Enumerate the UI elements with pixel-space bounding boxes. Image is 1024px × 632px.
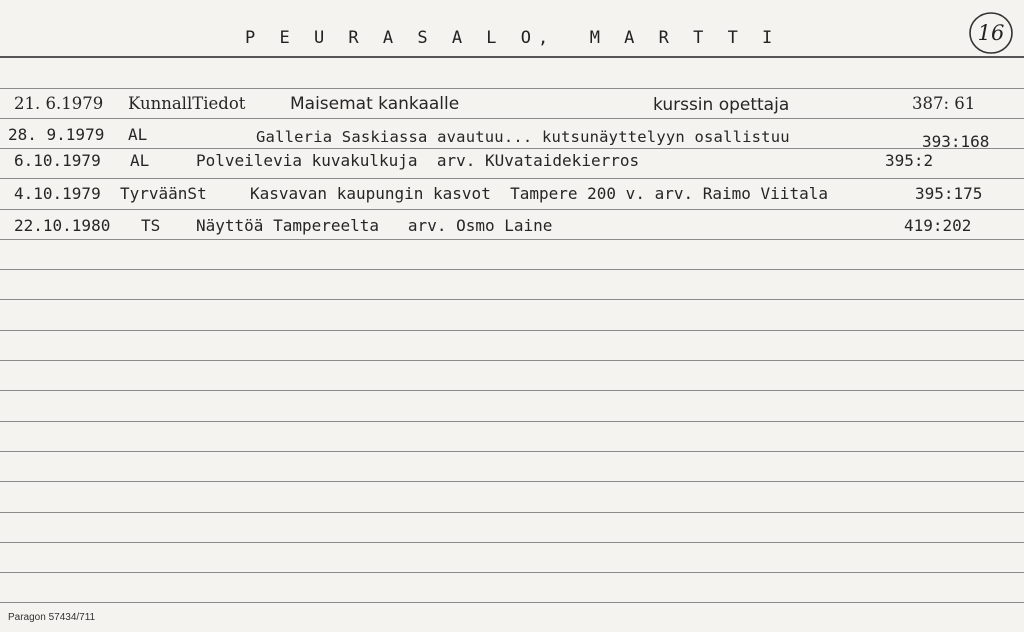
entry-date: 21. 6.1979 — [14, 94, 104, 113]
entry-ref: 395:175 — [915, 184, 983, 203]
entry-date: 6.10.1979 — [14, 151, 101, 170]
ruled-line — [0, 88, 1024, 89]
card-number-text: 16 — [977, 21, 1005, 45]
entry-date: 22.10.1980 — [14, 216, 111, 235]
ruled-line — [0, 481, 1024, 482]
ruled-line — [0, 118, 1024, 119]
entry-ref: 387: 61 — [912, 94, 976, 113]
ruled-line — [0, 572, 1024, 573]
entry-title: Galleria Saskiassa avautuu... kutsunäyttelyyn osallistuu — [256, 128, 790, 146]
card-number-circled — [968, 10, 1014, 56]
ruled-line — [0, 390, 1024, 391]
ruled-line — [0, 299, 1024, 300]
ruled-line — [0, 512, 1024, 513]
entry-title: Maisemat kankaalle — [290, 94, 460, 114]
ruled-line — [0, 148, 1024, 149]
entry-source: AL — [130, 151, 150, 170]
entry-source: AL — [128, 125, 148, 144]
entry-source: KunnallTiedot — [128, 94, 246, 113]
ruled-line — [0, 209, 1024, 210]
entry-title: Kasvavan kaupungin kasvot Tampere 200 v. arv. Raimo Viitala — [250, 184, 828, 203]
entry-ref: 395:2 — [885, 151, 934, 170]
entry-source: TyrväänSt — [120, 184, 207, 203]
entry-title: Polveilevia kuvakulkuja arv. KUvataidekierros — [196, 151, 640, 170]
entry-ref: 393:168 — [922, 132, 990, 151]
ruled-line — [0, 330, 1024, 331]
entry-ref: 419:202 — [904, 216, 972, 235]
ruled-line — [0, 451, 1024, 452]
header-rule — [0, 56, 1024, 58]
entry-date: 4.10.1979 — [14, 184, 101, 203]
ruled-line — [0, 421, 1024, 422]
card-person-name: P E U R A S A L O, M A R T T I — [245, 28, 780, 48]
ruled-line — [0, 602, 1024, 603]
entry-title: Näyttöä Tampereelta arv. Osmo Laine — [196, 216, 553, 235]
entry-date: 28. 9.1979 — [8, 125, 105, 144]
card-footer-print: Paragon 57434/711 — [8, 612, 96, 623]
entry-source: TS — [141, 216, 161, 235]
ruled-line — [0, 542, 1024, 543]
entry-note: kurssin opettaja — [653, 95, 790, 115]
ruled-line — [0, 178, 1024, 179]
ruled-line — [0, 360, 1024, 361]
ruled-line — [0, 239, 1024, 240]
ruled-line — [0, 269, 1024, 270]
